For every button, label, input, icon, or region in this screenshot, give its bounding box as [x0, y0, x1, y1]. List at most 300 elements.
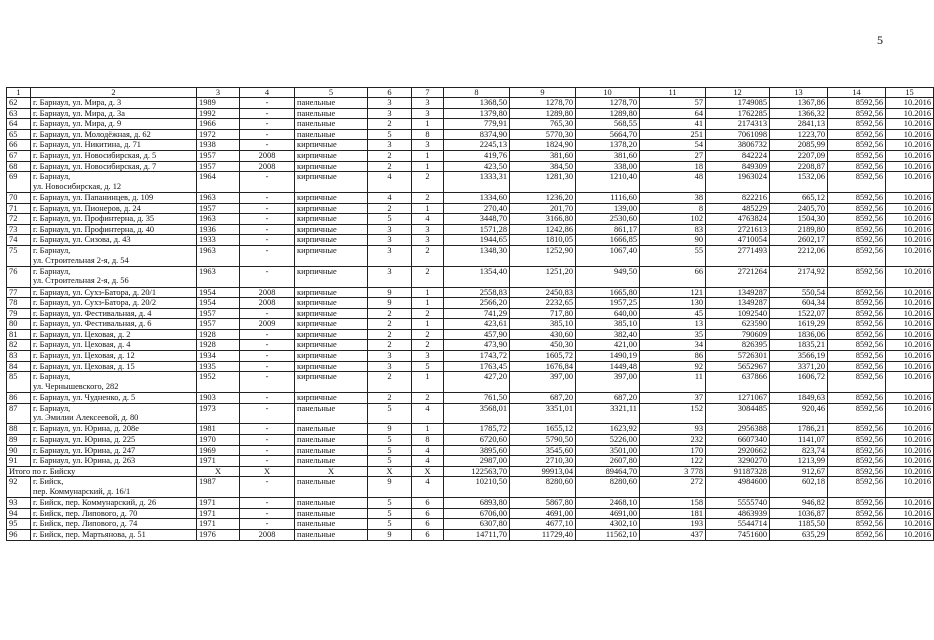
cell-c14: 8592,56 [828, 203, 886, 214]
cell-c11: 83 [640, 224, 706, 235]
cell-c10: 2530,60 [576, 214, 640, 225]
cell-y2: - [240, 266, 295, 287]
cell-mat: кирпичные [295, 235, 368, 246]
cell-c15: 10.2016 [886, 403, 934, 424]
cell-c15: 10.2016 [886, 172, 934, 193]
cell-c9: 430,60 [510, 329, 576, 340]
cell-mat: панельные [295, 119, 368, 130]
cell-y2: - [240, 192, 295, 203]
cell-c14: 8592,56 [828, 287, 886, 298]
cell-c15: 10.2016 [886, 519, 934, 530]
cell-c6: 2 [368, 372, 412, 393]
cell-c7: 2 [412, 172, 444, 193]
cell-y2: - [240, 508, 295, 519]
table-row [7, 214, 934, 225]
cell-n: 68 [7, 161, 31, 172]
cell-y2: - [240, 351, 295, 362]
cell-c12: 4710054 [706, 235, 770, 246]
cell-c14: 8592,56 [828, 351, 886, 362]
table-row [7, 192, 934, 203]
cell-n: 77 [7, 287, 31, 298]
cell-mat: кирпичные [295, 203, 368, 214]
cell-c10: 3321,11 [576, 403, 640, 424]
cell-addr: г. Барнаул, ул. Никитина, д. 71 [31, 140, 197, 151]
cell-n: 79 [7, 308, 31, 319]
header-row [7, 88, 934, 98]
cell-addr: г. Бийск, пер. Липового, д. 70 [31, 508, 197, 519]
header-cell: 5 [295, 88, 368, 98]
cell-c11: 13 [640, 319, 706, 330]
cell-c12: 3806732 [706, 140, 770, 151]
table-row [7, 351, 934, 362]
cell-addr: г. Барнаул, ул. Молодёжная, д. 62 [31, 129, 197, 140]
cell-addr: г. Барнаул, ул. Фестивальная, д. 6 [31, 319, 197, 330]
cell-c13: 1849,63 [770, 393, 828, 404]
cell-c15: 10.2016 [886, 361, 934, 372]
cell-c15: 10.2016 [886, 235, 934, 246]
cell-c14: 8592,56 [828, 319, 886, 330]
cell-c8: 2566,20 [444, 298, 510, 309]
cell-c12: 2771493 [706, 245, 770, 266]
cell-y1: 1954 [197, 287, 240, 298]
cell-c11: 90 [640, 235, 706, 246]
cell-n: 71 [7, 203, 31, 214]
cell-addr: г. Бийск, пер. Липового, д. 74 [31, 519, 197, 530]
cell-c13: 2602,17 [770, 235, 828, 246]
cell-y1: 1935 [197, 361, 240, 372]
cell-c6: 3 [368, 98, 412, 109]
cell-c14: 8592,56 [828, 172, 886, 193]
cell-c9: 381,60 [510, 150, 576, 161]
cell-c13: 1366,32 [770, 108, 828, 119]
cell-c10: 3501,00 [576, 445, 640, 456]
total-c11: 3 778 [640, 466, 706, 477]
cell-c11: 55 [640, 245, 706, 266]
cell-y2: - [240, 519, 295, 530]
cell-c7: 3 [412, 98, 444, 109]
cell-y2: - [240, 329, 295, 340]
cell-c11: 35 [640, 329, 706, 340]
header-cell: 7 [412, 88, 444, 98]
cell-c11: 272 [640, 477, 706, 498]
cell-c14: 8592,56 [828, 298, 886, 309]
cell-c7: 4 [412, 403, 444, 424]
cell-c9: 3351,01 [510, 403, 576, 424]
cell-n: 74 [7, 235, 31, 246]
cell-c13: 3371,20 [770, 361, 828, 372]
cell-c12: 1349287 [706, 287, 770, 298]
cell-c6: 3 [368, 140, 412, 151]
cell-addr: г. Барнаул, ул. Юрина, д. 208е [31, 424, 197, 435]
cell-y1: 1964 [197, 172, 240, 193]
cell-y2: - [240, 445, 295, 456]
table-row [7, 224, 934, 235]
cell-c12: 1963024 [706, 172, 770, 193]
cell-c10: 4691,00 [576, 508, 640, 519]
cell-mat: кирпичные [295, 298, 368, 309]
cell-c6: 5 [368, 508, 412, 519]
cell-addr: г. Бийск, пер. Коммунарский, д. 26 [31, 498, 197, 509]
cell-y2: 2009 [240, 319, 295, 330]
cell-c9: 1278,70 [510, 98, 576, 109]
cell-addr: г. Барнаул, ул. Мира, д. 3 [31, 98, 197, 109]
cell-addr: г. Барнаул, ул. Сухэ-Батора, д. 20/2 [31, 298, 197, 309]
cell-c11: 181 [640, 508, 706, 519]
cell-n: 76 [7, 266, 31, 287]
cell-y1: 1957 [197, 203, 240, 214]
table-row [7, 319, 934, 330]
total-row [7, 466, 934, 477]
cell-c10: 1378,20 [576, 140, 640, 151]
table-row [7, 245, 934, 266]
cell-c14: 8592,56 [828, 456, 886, 467]
cell-c12: 637866 [706, 372, 770, 393]
cell-addr: г. Барнаул, ул. Сизова, д. 43 [31, 235, 197, 246]
cell-n: 78 [7, 298, 31, 309]
cell-c6: 5 [368, 435, 412, 446]
page-number: 5 [877, 33, 883, 47]
cell-y2: - [240, 172, 295, 193]
cell-y1: 1981 [197, 424, 240, 435]
cell-c7: 1 [412, 298, 444, 309]
total-c14: 8592,56 [828, 466, 886, 477]
cell-c7: 6 [412, 519, 444, 530]
cell-mat: кирпичные [295, 266, 368, 287]
cell-c10: 382,40 [576, 329, 640, 340]
cell-c8: 2558,83 [444, 287, 510, 298]
cell-c12: 1749085 [706, 98, 770, 109]
cell-c10: 1957,25 [576, 298, 640, 309]
cell-c15: 10.2016 [886, 508, 934, 519]
cell-c11: 34 [640, 340, 706, 351]
cell-c12: 3084485 [706, 403, 770, 424]
cell-c7: 4 [412, 456, 444, 467]
cell-y2: - [240, 140, 295, 151]
table-row [7, 150, 934, 161]
header-cell: 4 [240, 88, 295, 98]
cell-c11: 45 [640, 308, 706, 319]
cell-c6: 5 [368, 214, 412, 225]
header-cell: 8 [444, 88, 510, 98]
cell-c11: 66 [640, 266, 706, 287]
cell-c6: 3 [368, 224, 412, 235]
cell-c11: 121 [640, 287, 706, 298]
total-c9: 99913,04 [510, 466, 576, 477]
cell-n: 63 [7, 108, 31, 119]
table-row [7, 477, 934, 498]
cell-c15: 10.2016 [886, 477, 934, 498]
cell-c11: 122 [640, 456, 706, 467]
cell-c8: 1379,80 [444, 108, 510, 119]
cell-c8: 1368,50 [444, 98, 510, 109]
cell-c10: 1666,85 [576, 235, 640, 246]
cell-c15: 10.2016 [886, 214, 934, 225]
cell-addr: г. Барнаул, ул. Юрина, д. 247 [31, 445, 197, 456]
cell-c9: 1824,90 [510, 140, 576, 151]
table-row [7, 519, 934, 530]
table-row [7, 298, 934, 309]
cell-c11: 11 [640, 372, 706, 393]
cell-y2: 2008 [240, 298, 295, 309]
cell-c15: 10.2016 [886, 266, 934, 287]
cell-n: 69 [7, 172, 31, 193]
cell-c8: 14711,70 [444, 530, 510, 541]
header-cell: 1 [7, 88, 31, 98]
cell-c8: 761,50 [444, 393, 510, 404]
cell-c8: 741,29 [444, 308, 510, 319]
cell-y2: - [240, 98, 295, 109]
cell-y1: 1963 [197, 266, 240, 287]
cell-y1: 1938 [197, 140, 240, 151]
cell-c15: 10.2016 [886, 530, 934, 541]
table-row [7, 108, 934, 119]
cell-c8: 6720,60 [444, 435, 510, 446]
cell-y2: 2008 [240, 150, 295, 161]
table-row [7, 203, 934, 214]
cell-c8: 6893,80 [444, 498, 510, 509]
cell-c8: 473,90 [444, 340, 510, 351]
cell-c10: 2468,10 [576, 498, 640, 509]
header-cell: 12 [706, 88, 770, 98]
cell-c12: 2174313 [706, 119, 770, 130]
cell-c13: 602,18 [770, 477, 828, 498]
cell-addr: г. Барнаул, ул. Цеховая, д. 2 [31, 329, 197, 340]
cell-y1: 1903 [197, 393, 240, 404]
cell-c11: 37 [640, 393, 706, 404]
cell-c15: 10.2016 [886, 329, 934, 340]
cell-c12: 2920662 [706, 445, 770, 456]
cell-n: 89 [7, 435, 31, 446]
cell-y2: 2008 [240, 287, 295, 298]
total-c10: 89464,70 [576, 466, 640, 477]
cell-c15: 10.2016 [886, 351, 934, 362]
cell-c14: 8592,56 [828, 424, 886, 435]
cell-c10: 861,17 [576, 224, 640, 235]
cell-c12: 2721613 [706, 224, 770, 235]
cell-c15: 10.2016 [886, 393, 934, 404]
table-row [7, 445, 934, 456]
cell-c12: 5726301 [706, 351, 770, 362]
cell-addr: г. Барнаул, ул. Эмилии Алексеевой, д. 80 [31, 403, 197, 424]
cell-y1: 1934 [197, 351, 240, 362]
cell-c6: 2 [368, 161, 412, 172]
cell-c12: 826395 [706, 340, 770, 351]
cell-y2: - [240, 435, 295, 446]
cell-c13: 1606,72 [770, 372, 828, 393]
cell-y1: 1970 [197, 435, 240, 446]
cell-c7: 1 [412, 161, 444, 172]
cell-c8: 2987,00 [444, 456, 510, 467]
cell-c10: 11562,10 [576, 530, 640, 541]
cell-c8: 1571,28 [444, 224, 510, 235]
cell-c8: 419,76 [444, 150, 510, 161]
cell-addr: г. Барнаул, ул. Цеховая, д. 4 [31, 340, 197, 351]
cell-mat: панельные [295, 530, 368, 541]
cell-c15: 10.2016 [886, 424, 934, 435]
cell-c9: 1281,30 [510, 172, 576, 193]
cell-c13: 550,54 [770, 287, 828, 298]
cell-addr: г. Барнаул, ул. Мира, д. 3а [31, 108, 197, 119]
table-row [7, 403, 934, 424]
cell-mat: кирпичные [295, 329, 368, 340]
cell-mat: кирпичные [295, 172, 368, 193]
cell-y1: 1971 [197, 519, 240, 530]
header-cell: 9 [510, 88, 576, 98]
cell-c14: 8592,56 [828, 508, 886, 519]
total-c7: X [412, 466, 444, 477]
cell-c6: 2 [368, 340, 412, 351]
cell-c13: 665,12 [770, 192, 828, 203]
cell-c10: 1278,70 [576, 98, 640, 109]
cell-c14: 8592,56 [828, 498, 886, 509]
cell-c7: 1 [412, 424, 444, 435]
cell-c9: 2710,30 [510, 456, 576, 467]
cell-c13: 2207,09 [770, 150, 828, 161]
cell-c15: 10.2016 [886, 372, 934, 393]
cell-mat: панельные [295, 108, 368, 119]
cell-c7: 8 [412, 435, 444, 446]
cell-c11: 152 [640, 403, 706, 424]
cell-n: 62 [7, 98, 31, 109]
cell-y2: - [240, 235, 295, 246]
table-row [7, 235, 934, 246]
cell-y1: 1957 [197, 150, 240, 161]
cell-c13: 1036,87 [770, 508, 828, 519]
cell-y2: - [240, 119, 295, 130]
cell-c10: 5664,70 [576, 129, 640, 140]
cell-c15: 10.2016 [886, 161, 934, 172]
cell-c9: 1605,72 [510, 351, 576, 362]
cell-mat: панельные [295, 98, 368, 109]
cell-y1: 1966 [197, 119, 240, 130]
cell-c11: 48 [640, 172, 706, 193]
cell-n: 87 [7, 403, 31, 424]
cell-c12: 2956388 [706, 424, 770, 435]
cell-c6: 5 [368, 129, 412, 140]
cell-n: 70 [7, 192, 31, 203]
cell-c11: 251 [640, 129, 706, 140]
cell-c11: 193 [640, 519, 706, 530]
total-c15: 10.2016 [886, 466, 934, 477]
cell-c10: 1449,48 [576, 361, 640, 372]
table-row [7, 287, 934, 298]
cell-c6: 2 [368, 203, 412, 214]
cell-addr: г. Барнаул, ул. Мира, д. 9 [31, 119, 197, 130]
cell-c15: 10.2016 [886, 150, 934, 161]
cell-c6: 5 [368, 445, 412, 456]
cell-c15: 10.2016 [886, 192, 934, 203]
cell-c6: 9 [368, 424, 412, 435]
cell-c7: 3 [412, 108, 444, 119]
cell-c7: 3 [412, 140, 444, 151]
cell-mat: панельные [295, 519, 368, 530]
cell-c9: 1252,90 [510, 245, 576, 266]
cell-y2: - [240, 403, 295, 424]
cell-c7: 1 [412, 319, 444, 330]
cell-c7: 4 [412, 477, 444, 498]
cell-c12: 5544714 [706, 519, 770, 530]
table-row [7, 361, 934, 372]
cell-n: 91 [7, 456, 31, 467]
cell-addr: г. Барнаул, ул. Юрина, д. 225 [31, 435, 197, 446]
cell-addr: г. Барнаул, ул. Новосибирская, д. 5 [31, 150, 197, 161]
cell-c8: 2245,13 [444, 140, 510, 151]
cell-y1: 1963 [197, 214, 240, 225]
cell-c15: 10.2016 [886, 129, 934, 140]
table-row [7, 329, 934, 340]
cell-c15: 10.2016 [886, 203, 934, 214]
cell-addr: г. Барнаул, ул. Новосибирская, д. 7 [31, 161, 197, 172]
cell-c7: 2 [412, 308, 444, 319]
cell-c7: 4 [412, 445, 444, 456]
cell-addr: г. Барнаул, ул. Профинтерна, д. 35 [31, 214, 197, 225]
cell-c13: 2212,06 [770, 245, 828, 266]
cell-c12: 4763824 [706, 214, 770, 225]
cell-c12: 790609 [706, 329, 770, 340]
cell-c10: 4302,10 [576, 519, 640, 530]
cell-c6: 3 [368, 351, 412, 362]
cell-c10: 381,60 [576, 150, 640, 161]
cell-c9: 5790,50 [510, 435, 576, 446]
cell-c10: 5226,00 [576, 435, 640, 446]
cell-y1: 1933 [197, 235, 240, 246]
header-cell: 11 [640, 88, 706, 98]
cell-c9: 450,30 [510, 340, 576, 351]
cell-mat: панельные [295, 435, 368, 446]
cell-c13: 1223,70 [770, 129, 828, 140]
cell-c7: 2 [412, 340, 444, 351]
cell-c14: 8592,56 [828, 393, 886, 404]
cell-c13: 1185,50 [770, 519, 828, 530]
cell-c10: 8280,60 [576, 477, 640, 498]
table-row [7, 98, 934, 109]
cell-c13: 1786,21 [770, 424, 828, 435]
cell-c6: 4 [368, 192, 412, 203]
cell-y1: 1972 [197, 129, 240, 140]
cell-c15: 10.2016 [886, 319, 934, 330]
cell-c12: 4863939 [706, 508, 770, 519]
cell-c14: 8592,56 [828, 530, 886, 541]
cell-c13: 3566,19 [770, 351, 828, 362]
cell-c9: 1289,80 [510, 108, 576, 119]
cell-c7: 1 [412, 119, 444, 130]
cell-y2: - [240, 129, 295, 140]
cell-c6: 2 [368, 393, 412, 404]
cell-c11: 437 [640, 530, 706, 541]
cell-addr: г. Барнаул, ул. Цеховая, д. 15 [31, 361, 197, 372]
cell-mat: кирпичные [295, 140, 368, 151]
cell-c11: 158 [640, 498, 706, 509]
cell-c7: 2 [412, 192, 444, 203]
cell-n: 67 [7, 150, 31, 161]
table-row [7, 435, 934, 446]
cell-mat: кирпичные [295, 340, 368, 351]
cell-c13: 635,29 [770, 530, 828, 541]
cell-c13: 1619,29 [770, 319, 828, 330]
cell-c13: 1141,07 [770, 435, 828, 446]
cell-y2: - [240, 372, 295, 393]
cell-c6: 9 [368, 530, 412, 541]
cell-c6: 3 [368, 266, 412, 287]
cell-mat: кирпичные [295, 192, 368, 203]
cell-c7: 2 [412, 329, 444, 340]
cell-c6: 5 [368, 498, 412, 509]
cell-c15: 10.2016 [886, 498, 934, 509]
cell-c8: 3448,70 [444, 214, 510, 225]
cell-c15: 10.2016 [886, 108, 934, 119]
table-row [7, 340, 934, 351]
cell-mat: панельные [295, 477, 368, 498]
